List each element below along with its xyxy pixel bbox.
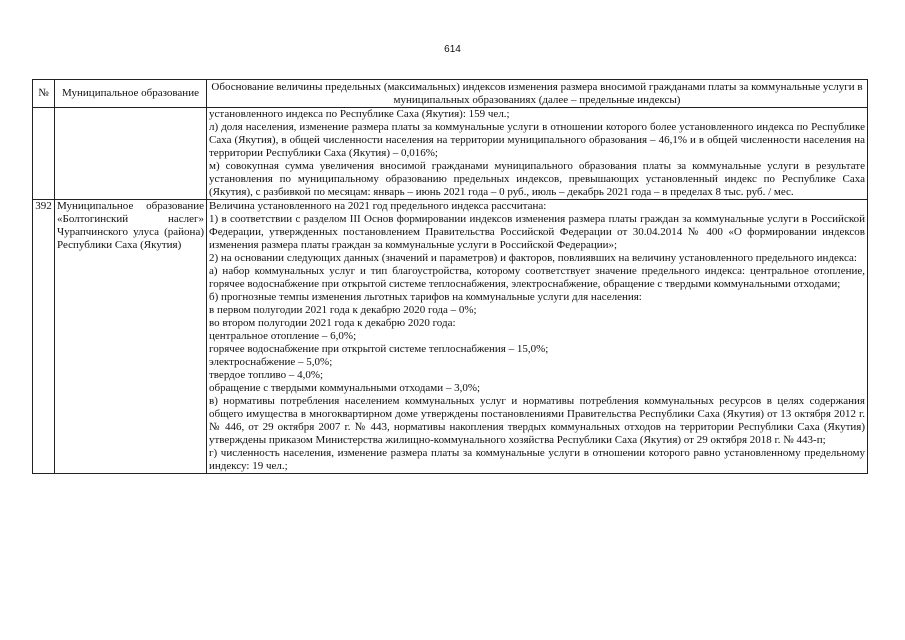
justification-paragraph: во втором полугодии 2021 года к декабрю 2020 года: bbox=[209, 317, 456, 329]
municipality-cell bbox=[55, 108, 207, 200]
justification-paragraph: горячее водоснабжение при открытой системе теплоснабжения – 15,0%; bbox=[209, 343, 549, 355]
table-row-392 bbox=[33, 200, 868, 474]
justification-paragraph: л) доля населения, изменение размера платы за коммунальные услуги в отношении которого более установленного индекса по Республике Саха (Якутия), в общей численности населения на территории муниципального образования – 46,1% и в общей численности населения на территории Республики Саха (Якутия) – 0,016%; bbox=[209, 121, 865, 159]
justification-paragraph: центральное отопление – 6,0%; bbox=[209, 330, 357, 342]
justification-cell bbox=[207, 108, 868, 200]
justification-paragraph: а) набор коммунальных услуг и тип благоустройства, которому соответствует значение предельного индекса: центральное отопление, горячее водоснабжение при открытой системе теплоснабжения, электроснабжение, обращение с твердыми коммунальными отходами; bbox=[209, 265, 865, 290]
justification-paragraph: 2) на основании следующих данных (значений и параметров) и факторов, повлиявших на величину установленного предельного индекса: bbox=[209, 252, 857, 264]
municipal-index-table bbox=[32, 79, 868, 474]
justification-paragraph: в первом полугодии 2021 года к декабрю 2020 года – 0%; bbox=[209, 304, 477, 316]
row-number-cell bbox=[33, 108, 55, 200]
header-municipality: Муниципальное образование bbox=[55, 80, 207, 108]
table-header-row bbox=[33, 80, 868, 108]
justification-paragraph: твердое топливо – 4,0%; bbox=[209, 369, 324, 381]
justification-paragraph: м) совокупная сумма увеличения вносимой гражданами муниципального образования платы за коммунальные услуги в результате установления по муниципальному образованию предельных индексов, превышающих установленный индекс по Республике Саха (Якутия), с разбивкой по месяцам: январь – июнь 2021 года – 0 руб., июль – декабрь 2021 года – в пределах 8 тыс. руб. / мес. bbox=[209, 160, 865, 198]
header-justification: Обоснование величины предельных (максимальных) индексов изменения размера вносимой гражданами платы за коммунальные услуги в муниципальных образованиях (далее – предельные индексы) bbox=[207, 80, 868, 108]
justification-paragraph: в) нормативы потребления населением коммунальных услуг и нормативы потребления коммунальных ресурсов в целях содержания общего имущества в многоквартирном доме утверждены постановлениями Правительства Республики Саха (Якутия) от 13 октября 2012 г. № 446, от 29 октября 2007 г. № 443, нормативы накопления твердых коммунальных отходов на территории Республики Саха (Якутия) утверждены приказом Министерства жилищно-коммунального хозяйства Республики Саха (Якутия) от 29 октября 2018 г. № 443-п; bbox=[209, 395, 865, 446]
page-number: 614 bbox=[444, 44, 461, 55]
justification-paragraph: Величина установленного на 2021 год предельного индекса рассчитана: bbox=[209, 200, 547, 212]
justification-paragraph: обращение с твердыми коммунальными отходами – 3,0%; bbox=[209, 382, 481, 394]
table-row-continued bbox=[33, 108, 868, 200]
municipality-cell bbox=[55, 200, 207, 474]
justification-paragraph: г) численность населения, изменение размера платы за коммунальные услуги в отношении которого равно установленному предельному индексу: 19 чел.; bbox=[209, 447, 865, 472]
row-number-cell: 392 bbox=[33, 200, 55, 474]
justification-paragraph: электроснабжение – 5,0%; bbox=[209, 356, 333, 368]
justification-paragraph: 1) в соответствии с разделом III Основ формировании индексов изменения размера платы граждан за коммунальные услуги в Российской Федерации, утвержденных постановлением Правительства Российской Федерации от 30.04.2014 № 400 «О формировании индексов изменения размера платы граждан за коммунальные услуги в Российской Федерации»; bbox=[209, 213, 865, 251]
header-number: № bbox=[33, 80, 55, 108]
municipality-name: Муниципальное образование «Болтогинский наслег» Чурапчинского улуса (района) Республики Саха (Якутия) bbox=[57, 200, 204, 251]
justification-cell bbox=[207, 200, 868, 474]
justification-paragraph: установленного индекса по Республике Саха (Якутия): 159 чел.; bbox=[209, 108, 510, 120]
justification-paragraph: б) прогнозные темпы изменения льготных тарифов на коммунальные услуги для населения: bbox=[209, 291, 642, 303]
